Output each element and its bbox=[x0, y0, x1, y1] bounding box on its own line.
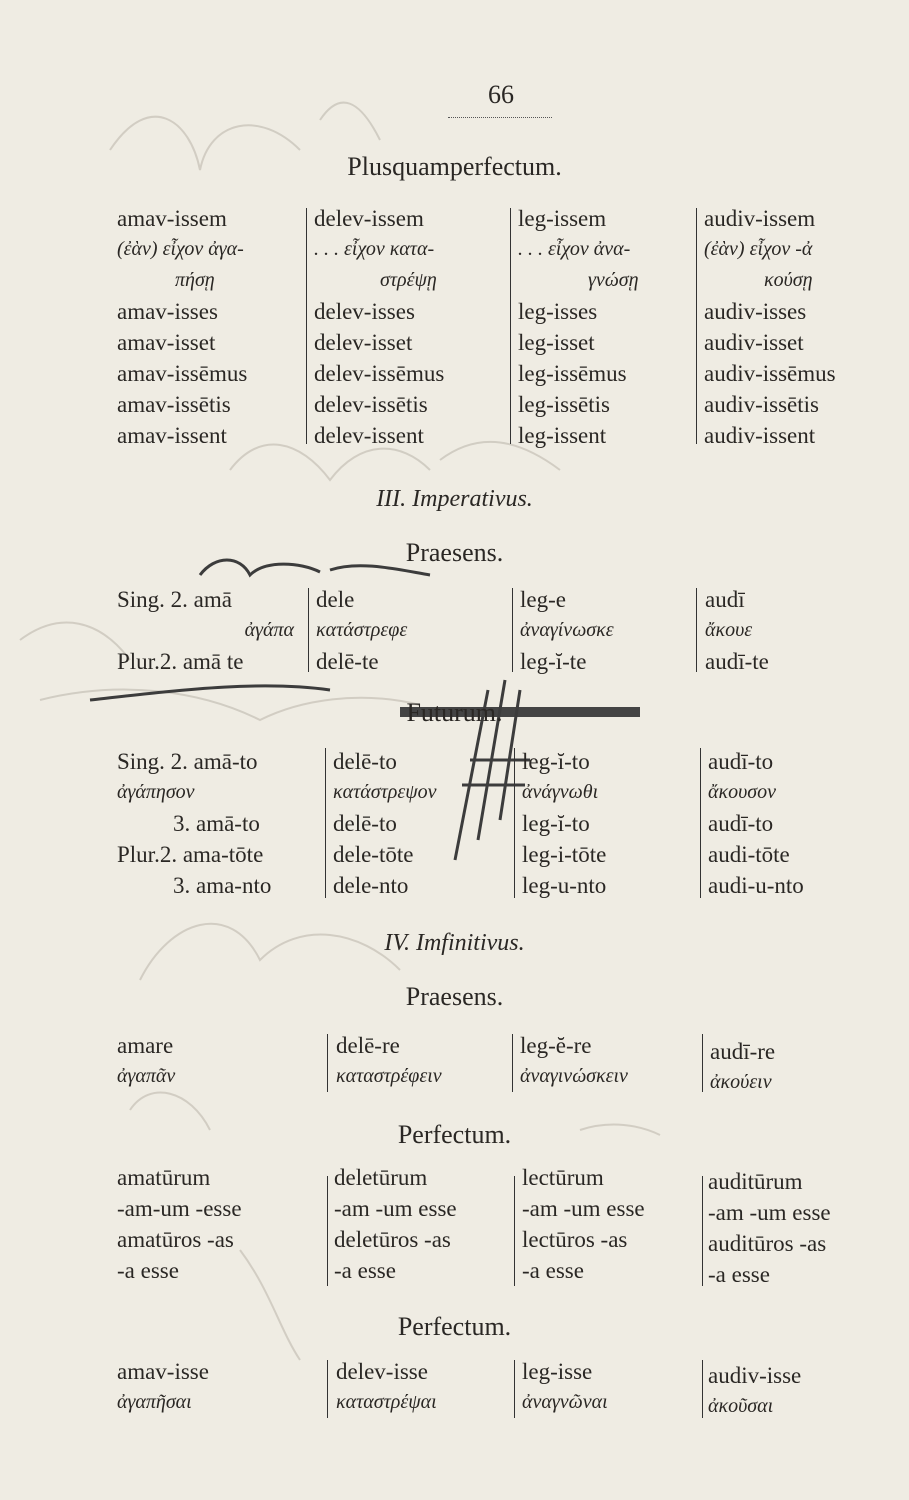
form: leg-isse bbox=[522, 1359, 593, 1384]
form: amare bbox=[117, 1033, 174, 1058]
form: dele bbox=[316, 587, 355, 612]
form: leg-e bbox=[520, 587, 566, 612]
column-rule bbox=[327, 1360, 328, 1418]
infinitivus-praesens-ama bbox=[117, 1030, 175, 1092]
column-rule bbox=[702, 1034, 703, 1092]
form: -am -um esse bbox=[708, 1200, 831, 1225]
greek-gloss: ἀγάπα bbox=[244, 619, 294, 641]
greek-gloss: στρέψῃ bbox=[380, 269, 437, 291]
imperativus-praesens-labels bbox=[117, 584, 302, 677]
label: Sing. 2. amā-to bbox=[117, 749, 258, 774]
form: audī-re bbox=[710, 1039, 776, 1064]
form: leg-u-nto bbox=[522, 873, 607, 898]
form: audī-te bbox=[705, 649, 769, 674]
form: delev-issent bbox=[314, 423, 424, 448]
label: 3. ama-nto bbox=[173, 873, 272, 898]
label: Plur.2. amā te bbox=[117, 649, 244, 674]
form: audiv-issem bbox=[704, 206, 816, 231]
label: Sing. 2. amā bbox=[117, 587, 232, 612]
imperativus-futurum-leg bbox=[522, 746, 606, 901]
infinitivus-perf-ama bbox=[117, 1356, 209, 1418]
column-rule bbox=[327, 1176, 328, 1286]
infinitivus-perf-dele bbox=[336, 1356, 437, 1418]
greek-gloss: ἀγαπᾶν bbox=[117, 1065, 176, 1087]
column-rule bbox=[514, 1176, 515, 1286]
form: delē-re bbox=[336, 1033, 400, 1058]
label: 3. amā-to bbox=[173, 811, 260, 836]
form: audi-u-nto bbox=[708, 873, 804, 898]
form: auditūros -as bbox=[708, 1231, 827, 1256]
form: deletūrum bbox=[334, 1165, 428, 1190]
form: audī bbox=[705, 587, 745, 612]
form: delē-to bbox=[333, 749, 397, 774]
form: leg-issem bbox=[518, 206, 607, 231]
form: -a esse bbox=[334, 1258, 396, 1283]
form: audiv-isses bbox=[704, 299, 807, 324]
form: delev-isset bbox=[314, 330, 413, 355]
plusquam-col-leg bbox=[518, 203, 639, 451]
plusquam-col-audi bbox=[704, 203, 836, 451]
form: leg-ĕ-re bbox=[520, 1033, 592, 1058]
plusquam-col-ama bbox=[117, 203, 247, 451]
infinitivus-praesens-dele bbox=[336, 1030, 442, 1092]
infinitivus-perfectum-fut-heading: Perfectum. bbox=[397, 1120, 512, 1149]
form: amav-isses bbox=[117, 299, 218, 324]
form: auditūrum bbox=[708, 1169, 803, 1194]
label: Plur.2. ama-tōte bbox=[117, 842, 264, 867]
greek-gloss: κατάστρεφε bbox=[316, 619, 408, 641]
column-rule bbox=[514, 748, 515, 898]
infinitivus-fut-ama bbox=[117, 1162, 242, 1286]
greek-gloss: . . . εἶχον ἀνα- bbox=[518, 238, 631, 260]
form: -am -um esse bbox=[522, 1196, 645, 1221]
infinitivus-praesens-heading: Praesens. bbox=[405, 982, 504, 1011]
infinitivus-perf-leg bbox=[522, 1356, 608, 1418]
column-rule bbox=[327, 1034, 328, 1092]
column-rule bbox=[696, 208, 697, 444]
greek-gloss: ἄκουε bbox=[705, 619, 753, 641]
form: delev-issēmus bbox=[314, 361, 445, 386]
form: leg-issent bbox=[518, 423, 607, 448]
form: amatūros -as bbox=[117, 1227, 234, 1252]
imperativus-praesens-heading: Praesens. bbox=[405, 538, 504, 567]
form: lectūros -as bbox=[522, 1227, 628, 1252]
infinitivus-praesens-leg bbox=[520, 1030, 628, 1092]
infinitivus-fut-audi bbox=[708, 1166, 831, 1290]
form: delev-isses bbox=[314, 299, 415, 324]
form: delev-isse bbox=[336, 1359, 428, 1384]
form: audiv-issētis bbox=[704, 392, 819, 417]
form: leg-isset bbox=[518, 330, 595, 355]
form: leg-issēmus bbox=[518, 361, 627, 386]
form: delē-te bbox=[316, 649, 379, 674]
form: audiv-isset bbox=[704, 330, 804, 355]
form: amatūrum bbox=[117, 1165, 211, 1190]
column-rule bbox=[510, 208, 511, 444]
infinitivus-heading: IV. Imfinitivus. bbox=[384, 930, 525, 956]
column-rule bbox=[702, 1176, 703, 1286]
form: audi-tōte bbox=[708, 842, 790, 867]
greek-gloss: ἀκοῦσαι bbox=[708, 1395, 774, 1417]
greek-gloss: ἀναγνῶναι bbox=[522, 1391, 608, 1413]
form: dele-nto bbox=[333, 873, 409, 898]
form: leg-i-tōte bbox=[522, 842, 607, 867]
greek-gloss: (ἐὰν) εἶχον ἀγα- bbox=[117, 238, 244, 260]
form: leg-issētis bbox=[518, 392, 610, 417]
greek-gloss: ἀναγίνωσκε bbox=[520, 619, 614, 641]
infinitivus-praesens-audi bbox=[710, 1036, 775, 1098]
form: delē-to bbox=[333, 811, 397, 836]
page-number-rule bbox=[448, 117, 552, 118]
column-rule bbox=[325, 748, 326, 898]
form: -a esse bbox=[708, 1262, 770, 1287]
column-rule bbox=[514, 1360, 515, 1418]
form: audiv-isse bbox=[708, 1363, 802, 1388]
form: delev-issētis bbox=[314, 392, 428, 417]
imperativus-futurum-dele bbox=[333, 746, 437, 901]
form: audī-to bbox=[708, 749, 774, 774]
imperativus-heading: III. Imperativus. bbox=[376, 486, 533, 512]
greek-gloss: ἀγάπησον bbox=[117, 781, 195, 803]
column-rule bbox=[308, 588, 309, 672]
form: deletūros -as bbox=[334, 1227, 451, 1252]
greek-gloss: ἀναγινώσκειν bbox=[520, 1065, 628, 1087]
form: audiv-issēmus bbox=[704, 361, 836, 386]
form: -am-um -esse bbox=[117, 1196, 242, 1221]
form: audī-to bbox=[708, 811, 774, 836]
greek-gloss: πήσῃ bbox=[175, 269, 215, 291]
form: amav-issētis bbox=[117, 392, 231, 417]
form: amav-issēmus bbox=[117, 361, 248, 386]
imperativus-praesens-audi bbox=[705, 584, 769, 677]
greek-gloss: καταστρέψαι bbox=[336, 1391, 437, 1413]
page-number: 66 bbox=[488, 80, 514, 109]
infinitivus-perf-audi bbox=[708, 1360, 801, 1422]
form: -a esse bbox=[117, 1258, 179, 1283]
form: leg-ĭ-to bbox=[522, 811, 590, 836]
greek-gloss: ἀκούειν bbox=[710, 1071, 772, 1093]
infinitivus-perfectum-heading: Perfectum. bbox=[397, 1312, 512, 1341]
greek-gloss: ἀνάγνωθι bbox=[522, 781, 599, 803]
imperativus-futurum-labels bbox=[117, 746, 317, 901]
column-rule bbox=[306, 208, 307, 444]
imperativus-futurum-heading: Futurum. bbox=[406, 698, 503, 727]
plusquamperfectum-heading: Plusquamperfectum. bbox=[347, 152, 562, 181]
infinitivus-fut-dele bbox=[334, 1162, 457, 1286]
greek-gloss: καταστρέφειν bbox=[336, 1065, 442, 1087]
form: leg-ĭ-te bbox=[520, 649, 587, 674]
infinitivus-fut-leg bbox=[522, 1162, 645, 1286]
form: lectūrum bbox=[522, 1165, 604, 1190]
form: delev-issem bbox=[314, 206, 424, 231]
imperativus-praesens-dele bbox=[316, 584, 407, 677]
column-rule bbox=[700, 748, 701, 898]
greek-gloss: ἀγαπῆσαι bbox=[117, 1391, 192, 1413]
form: amav-isse bbox=[117, 1359, 209, 1384]
form: -am -um esse bbox=[334, 1196, 457, 1221]
form: audiv-issent bbox=[704, 423, 816, 448]
form: amav-issem bbox=[117, 206, 227, 231]
imperativus-praesens-leg bbox=[520, 584, 614, 677]
form: amav-issent bbox=[117, 423, 227, 448]
column-rule bbox=[702, 1360, 703, 1418]
form: leg-isses bbox=[518, 299, 598, 324]
column-rule bbox=[512, 588, 513, 672]
form: amav-isset bbox=[117, 330, 216, 355]
form: -a esse bbox=[522, 1258, 584, 1283]
form: leg-ĭ-to bbox=[522, 749, 590, 774]
greek-gloss: κούσῃ bbox=[764, 269, 813, 291]
greek-gloss: γνώσῃ bbox=[588, 269, 639, 291]
column-rule bbox=[512, 1034, 513, 1092]
imperativus-futurum-audi bbox=[708, 746, 804, 901]
greek-gloss: ἄκουσον bbox=[708, 781, 777, 803]
greek-gloss: (ἐὰν) εἶχον -ἀ bbox=[704, 238, 813, 260]
greek-gloss: κατάστρεψον bbox=[333, 781, 437, 803]
plusquam-col-dele bbox=[314, 203, 444, 451]
column-rule bbox=[696, 588, 697, 672]
form: dele-tōte bbox=[333, 842, 414, 867]
greek-gloss: . . . εἶχον κατα- bbox=[314, 238, 435, 260]
